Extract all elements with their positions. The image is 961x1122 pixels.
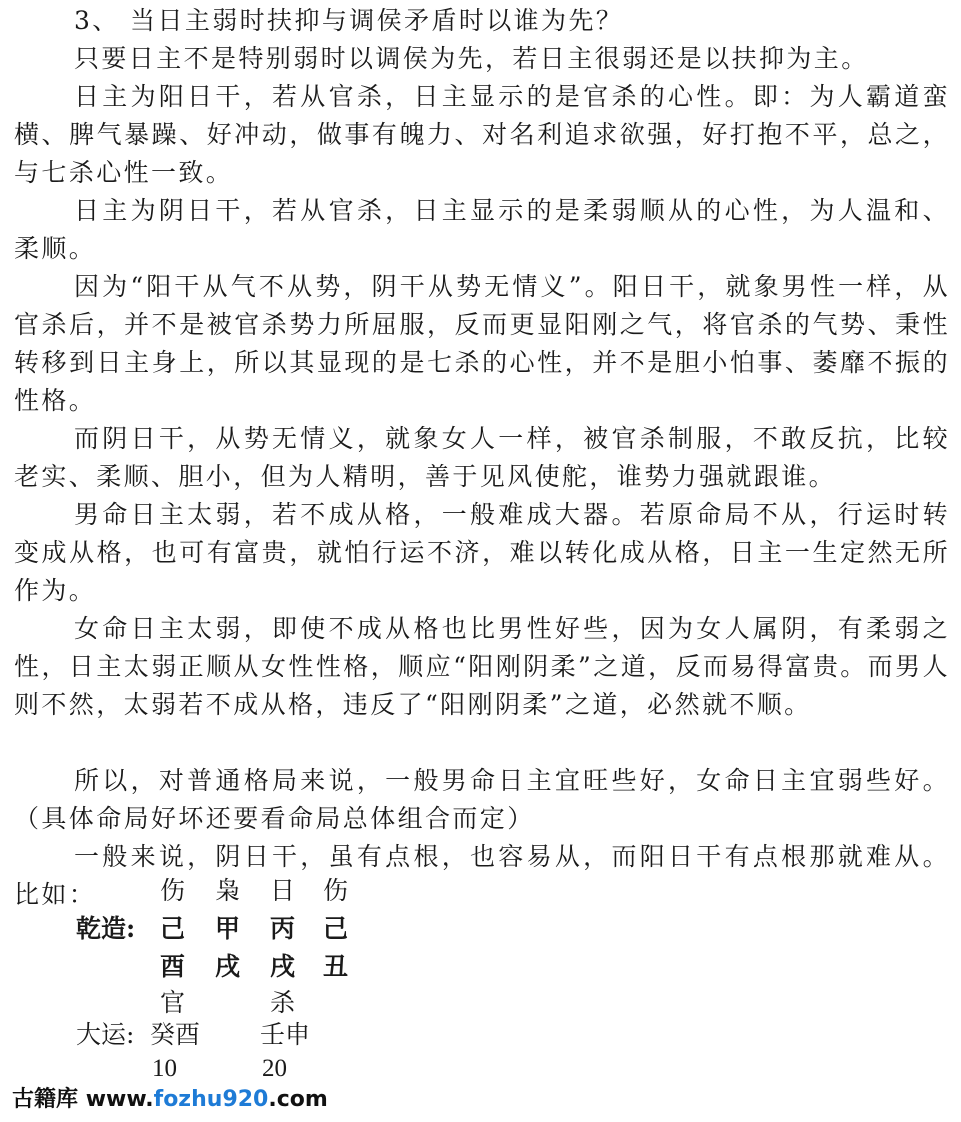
dizhi-hour: 丑	[323, 952, 349, 981]
dizhi-month: 戌	[215, 952, 241, 981]
shishen-day: 日	[270, 876, 296, 905]
shishen-year: 伤	[160, 876, 186, 905]
site-url-suffix: .com	[268, 1087, 328, 1112]
paragraph-7: 女命日主太弱，即使不成从格也比男性好些，因为女人属阴，有柔弱之性，日主太弱正顺从女性性格，顺应“阳刚阴柔”之道，反而易得富贵。而男人则不然，太弱若不成从格，违反了“阳刚阴柔”之道，必然就不顺。	[14, 614, 950, 719]
qianzao-label: 乾造:	[76, 914, 136, 943]
dayun-age-2: 20	[262, 1055, 287, 1082]
tiangan-month: 甲	[215, 914, 241, 943]
dayun-2: 壬申	[260, 1020, 311, 1049]
dayun-label: 大运:	[76, 1020, 135, 1049]
site-name: 古籍库	[12, 1087, 79, 1112]
site-url-prefix: www.	[85, 1087, 154, 1112]
shishen-month: 枭	[215, 876, 241, 905]
dizhi-year: 酉	[160, 952, 186, 981]
watermark-footer	[12, 1082, 328, 1113]
paragraph-1: 只要日主不是特别弱时以调侯为先，若日主很弱还是以扶抑为主。	[74, 44, 869, 73]
paragraph-4: 因为“阳干从气不从势，阴干从势无情义”。阳日干，就象男性一样，从官杀后，并不是被官杀势力所屈服，反而更显阳刚之气，将官杀的气势、秉性转移到日主身上，所以其显现的是七杀的心性，并不是胆小怕事、萎靡不振的性格。	[14, 272, 950, 415]
site-url-mid: fozhu920	[153, 1087, 269, 1112]
paragraph-3: 日主为阴日干，若从官杀，日主显示的是柔弱顺从的心性，为人温和、柔顺。	[14, 196, 950, 263]
dayun-age-1: 10	[152, 1055, 177, 1082]
tiangan-hour: 己	[323, 914, 349, 943]
paragraph-9: 一般来说，阴日干，虽有点根，也容易从，而阳日干有点根那就难从。比如：	[14, 842, 950, 909]
shishen-bottom-year: 官	[160, 988, 186, 1017]
shishen-bottom-day: 杀	[270, 988, 296, 1017]
dizhi-day: 戌	[270, 952, 296, 981]
paragraph-6: 男命日主太弱，若不成从格，一般难成大器。若原命局不从，行运时转变成从格，也可有富贵，就怕行运不济，难以转化成从格，日主一生定然无所作为。	[14, 500, 950, 605]
paragraph-2: 日主为阳日干，若从官杀，日主显示的是官杀的心性。即：为人霸道蛮横、脾气暴躁、好冲动，做事有魄力、对名利追求欲强，好打抱不平，总之，与七杀心性一致。	[14, 82, 950, 187]
tiangan-year: 己	[160, 914, 186, 943]
paragraph-8: 所以，对普通格局来说，一般男命日主宜旺些好，女命日主宜弱些好。（具体命局好坏还要看命局总体组合而定）	[14, 766, 950, 833]
dayun-1: 癸酉	[150, 1020, 201, 1049]
tiangan-day: 丙	[270, 914, 296, 943]
shishen-hour: 伤	[323, 876, 349, 905]
section-heading: 3、 当日主弱时扶抑与调侯矛盾时以谁为先？	[74, 6, 624, 35]
paragraph-5: 而阴日干，从势无情义，就象女人一样，被官杀制服，不敢反抗，比较老实、柔顺、胆小，但为人精明，善于见风使舵，谁势力强就跟谁。	[14, 424, 950, 491]
